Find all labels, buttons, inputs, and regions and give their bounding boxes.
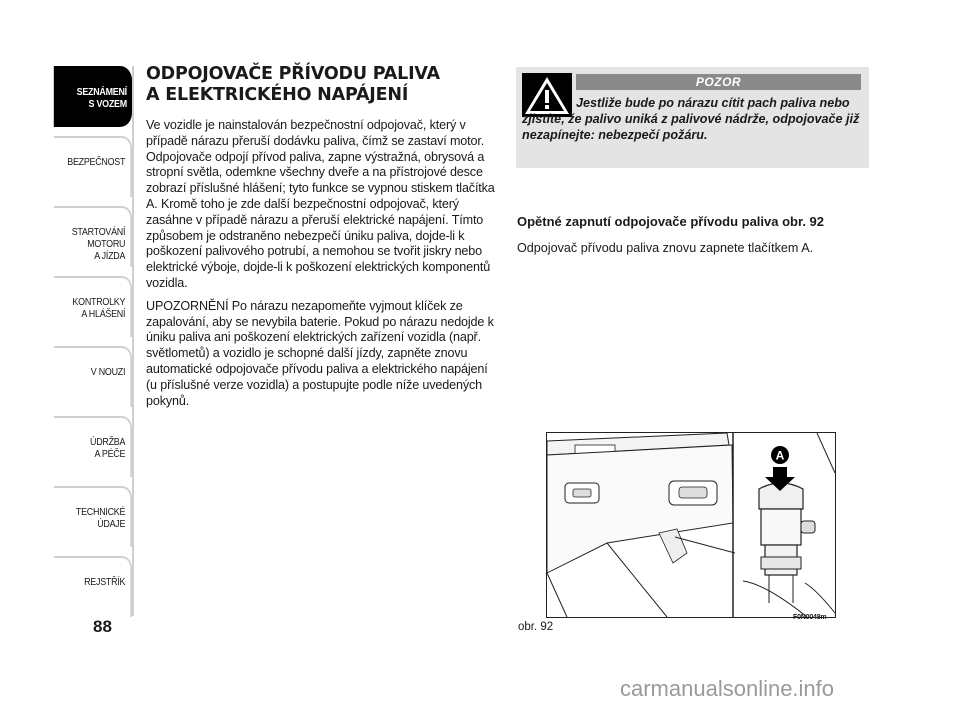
tab-label: BEZPEČNOST [67, 156, 126, 168]
figure-caption: obr. 92 [518, 621, 554, 633]
right-column [517, 214, 877, 256]
section-title [146, 64, 496, 106]
chapter-tabs [40, 66, 132, 626]
tab-rejstrik[interactable] [54, 556, 132, 617]
title-line-1: ODPOJOVAČE PŘÍVODU PALIVA [146, 64, 440, 84]
figure-code: F0N0048m [793, 614, 827, 621]
warning-box [516, 67, 869, 168]
tab-kontrolky[interactable] [54, 276, 132, 337]
tab-label: KONTROLKY A HLÁŠENÍ [72, 296, 126, 320]
tab-label: SEZNÁMENÍ S VOZEM [76, 86, 127, 110]
tab-label: STARTOVÁNÍ MOTORU A JÍZDA [71, 226, 126, 262]
tab-v-nouzi[interactable] [54, 346, 132, 407]
tab-technicke[interactable] [54, 486, 132, 547]
page-number: 88 [93, 617, 112, 636]
warning-text: Jestliže bude po nárazu cítit pach paliva nebo zjistíte, že palivo uniká z palivové nádrže, odpojovače již nezapínejte: nebezpečí požáru. [522, 96, 860, 142]
tab-udrzba[interactable] [54, 416, 132, 477]
tab-seznameni[interactable] [54, 66, 132, 127]
tab-label: V NOUZI [90, 366, 126, 378]
watermark: carmanualsonline.info [620, 676, 835, 701]
tab-startovani[interactable] [54, 206, 132, 267]
tab-label: REJSTŘÍK [84, 576, 126, 588]
warning-text-wrap [522, 95, 862, 143]
fuel-cutoff-illustration [547, 433, 835, 617]
intro-paragraph: Ve vozidle je nainstalován bezpečnostní odpojovač, který v případě nárazu přeruší dodávku paliva, čímž se zastaví motor. Odpojovače odpojí přívod paliva, zapne výstražná, obrysová a stropní světla, odemkne všechny dveře a na přístrojové desce zobrazí příslušné hlášení; tyto funkce se vypnou stiskem tlačítka A. Kromě toho je zde další bezpečnostní odpojovač, který zasáhne v případě nárazu a přeruší elektrické napájení. Tímto způsobem je odstraněno nebezpečí úniku paliva, dojde-li k poškození palivového potrubí, a nemohou se tvořit jiskry nebo elektrické výboje, dojde-li k poškození elektrických komponentů vozidla. [146, 118, 495, 290]
left-column [146, 64, 496, 416]
reactivation-body: Odpojovač přívodu paliva znovu zapnete tlačítkem A. [517, 241, 814, 255]
warning-header: POZOR [576, 74, 861, 90]
button-a-marker: A [775, 448, 785, 463]
tab-label: ÚDRŽBA A PÉČE [90, 436, 126, 460]
reactivation-title: Opětné zapnutí odpojovače přívodu paliva obr. 92 [517, 214, 824, 229]
tab-bezpecnost[interactable] [54, 136, 132, 197]
tab-label: TECHNICKÉ ÚDAJE [75, 506, 126, 530]
sidebar-divider [132, 66, 134, 616]
notice-paragraph: UPOZORNĚNÍ Po nárazu nezapomeňte vyjmout klíček ze zapalování, aby se nevybila baterie. Pokud po nárazu nedojde k úniku paliva ani poškození elektrických zařízení vozidla (např. světlometů) a vozidlo je schopné další jízdy, zapněte znovu automatické odpojovače přívodu paliva a elektrického napájení (u příslušné verze vozidla) a postupujte podle níže uvedených pokynů. [146, 298, 494, 408]
figure-92 [546, 432, 836, 618]
title-line-2: A ELEKTRICKÉHO NAPÁJENÍ [146, 85, 409, 105]
